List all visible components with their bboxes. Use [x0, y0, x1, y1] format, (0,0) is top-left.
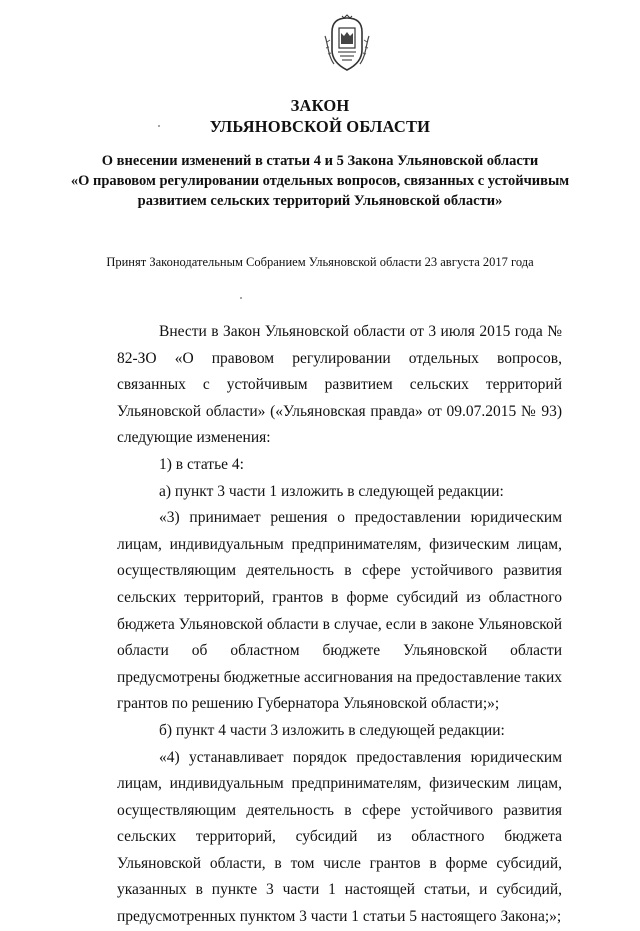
item-1b: б) пункт 4 части 3 изложить в следующей редакции:	[159, 721, 505, 739]
law-subject-line3: развитием сельских территорий Ульяновской области»	[137, 193, 503, 209]
item-1b-text: «4) устанавливает порядок предоставления юридическим лицам, индивидуальным предпринимателям, физическим лицам, осуществляющим деятельность в сфере устойчивого развития сельских территорий, субсидий из областного бюджета Ульяновской области, в том числе грантов в форме субсидий, указанных в пункте 3 части 1 настоящей статьи, и субсидий, предусмотренных пунктом 3 части 1 статьи 5 настоящего Закона;»;	[117, 748, 562, 926]
law-subject	[0, 151, 640, 211]
law-body	[117, 319, 562, 931]
law-title	[0, 95, 640, 137]
adoption-note: Принят Законодательным Собранием Ульяновской области 23 августа 2017 года	[106, 255, 534, 269]
item-1: 1) в статье 4:	[159, 455, 244, 473]
law-title-line2: УЛЬЯНОВСКОЙ ОБЛАСТИ	[209, 117, 431, 136]
scan-speck	[158, 125, 160, 127]
intro-paragraph: Внести в Закон Ульяновской области от 3 июля 2015 года № 82-ЗО «О правовом регулировании отдельных вопросов, связанных с устойчивым развитием сельских территорий Ульяновской области» («Ульяновская правда» от 09.07.2015 № 93) следующие изменения:	[117, 323, 562, 447]
scan-speck	[240, 297, 242, 299]
law-title-line1: ЗАКОН	[290, 96, 350, 115]
law-subject-line2: «О правовом регулировании отдельных вопросов, связанных с устойчивым	[70, 173, 570, 189]
item-1a: а) пункт 3 части 1 изложить в следующей редакции:	[159, 482, 504, 500]
law-subject-line1: О внесении изменений в статьи 4 и 5 Закона Ульяновской области	[101, 153, 539, 169]
item-1a-text: «3) принимает решения о предоставлении юридическим лицам, индивидуальным предпринимателям, физическим лицам, осуществляющим деятельность в сфере устойчивого развития сельских территорий, грантов в форме субсидий из областного бюджета Ульяновской области в случае, если в законе Ульяновской области об областном бюджете Ульяновской области предусмотрены бюджетные ассигнования на предоставление таких грантов по решению Губернатора Ульяновской области;»;	[117, 509, 562, 713]
coat-of-arms-icon	[322, 14, 372, 74]
